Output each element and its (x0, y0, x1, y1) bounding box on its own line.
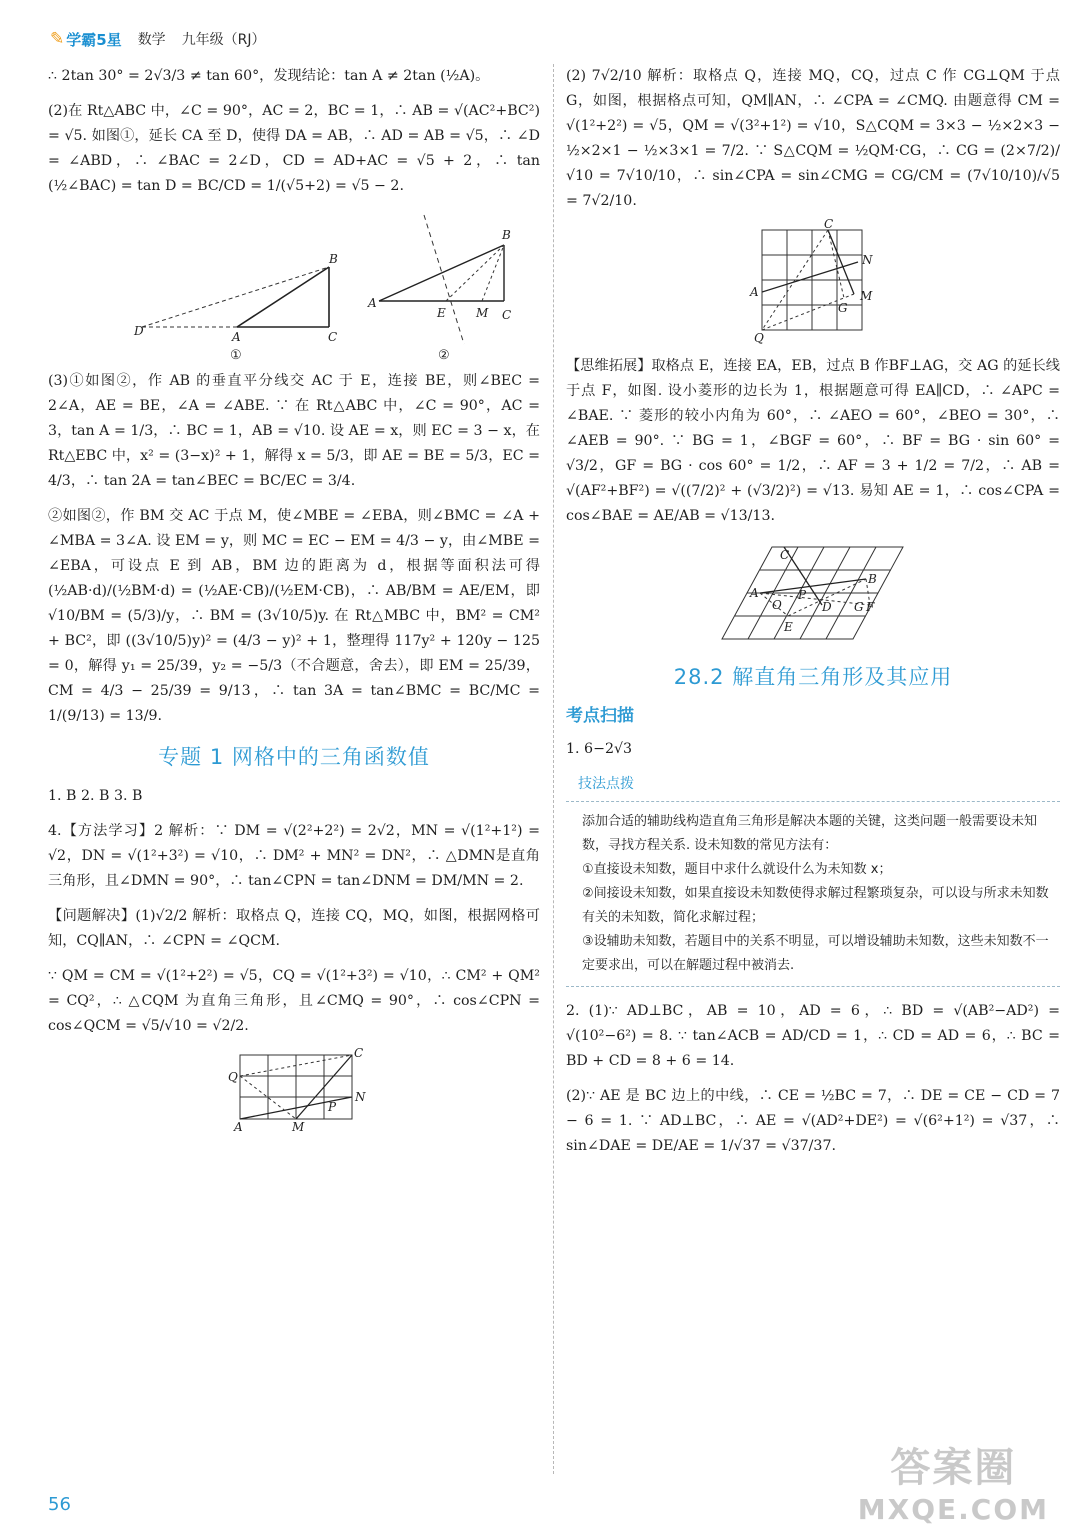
topic1-q4: 4.【方法学习】2 解析：∵ DM = √(2²+2²) = 2√2，MN = √(1²+1²) = √2，DN = √(1²+3²) = √10，∴ DM² + MN² = DN²，∴ △DMN是直角三角形，且∠DMN = 90°，∴ tan∠CPN = tan∠DNM = DM/MN = 2. (48, 823, 540, 889)
answer-q2-part2: (2)∵ AE 是 BC 边上的中线，∴ CE = ½BC = 7，∴ DE = CE − CD = 7 − 6 = 1. ∵ AD⊥BC，∴ AE = √(AD²+DE²) = √(6²+1²) = √37，∴ sin∠DAE = DE/AE = 1/√37 = √37/37. (566, 1088, 1060, 1154)
grid3-label-f: F (866, 600, 875, 614)
watermark-top: 答案圈 (890, 1445, 1017, 1491)
grid1-label-p: P (328, 1100, 337, 1114)
fig2-label-m: M (476, 306, 489, 320)
fig2-label-e: E (437, 306, 446, 320)
rhombus-grid-figure-svg (718, 539, 908, 649)
grid3-label-g: G (854, 600, 864, 614)
brand-name: 学霸5星 (66, 30, 122, 49)
brand-logo (50, 29, 122, 50)
fig2-number: ② (438, 348, 450, 363)
grid1-label-m: M (292, 1120, 305, 1134)
fig2-label-b: B (502, 228, 511, 242)
left-column (48, 64, 540, 1143)
topic1-q4-proof: ∵ QM = CM = √(1²+2²) = √5，CQ = √(1²+3²) = √10，∴ CM² + QM² = CQ²，∴ △CQM 为直角三角形，且∠CMQ = 90°，∴ cos∠CPN = cos∠QCM = √5/√10 = √2/2. (48, 968, 540, 1034)
fig1-label-b: B (329, 252, 338, 266)
paragraph-extension: 【思维拓展】取格点 E，连接 EA，EB，过点 B 作BF⊥AG，交 AG 的延长线于点 F，如图. 设小菱形的边长为 1，根据题意可得 EA∥CD，∴ ∠APC = ∠BAE. ∵ 菱形的较小内角为 60°，∴ ∠AEO = 60°，∠BEO = 30°，∴ ∠AEB = 90°. ∵ BG = 1，∠BGF = 60°，∴ BF = BG · sin 60° = √3/2，GF = BG · cos 60° = 1/2，∴ AF = 3 + 1/2 = 7/2，∴ AB = √(AF²+BF²) = √((7/2)² + (√3/2)²) = √13. 易知 AE = 1，∴ cos∠CPA = cos∠BAE = AE/AB = √13/13. (566, 358, 1060, 524)
grid1-label-q: Q (228, 1070, 238, 1084)
grid3-label-c: C (780, 548, 790, 562)
paragraph-part3-1: (3)①如图②，作 AB 的垂直平分线交 AC 于 E，连接 BE，则∠BEC = 2∠A，AE = BE，∠A = ∠ABE. ∵ 在 Rt△ABC 中，∠C = 90°，AC = 3，tan A = 1/3，∴ BC = 1，AB = √10. 设 AE = x，则 EC = 3 − x，在 Rt△EBC 中，x² = (3−x)² + 1，解得 x = 5/3，即 AE = BE = 5/3，EC = 4/3，∴ tan 2A = tan∠BEC = BC/EC = 3/4. (48, 373, 540, 489)
topic1-answers: 1. B 2. B 3. B (48, 788, 143, 804)
triangle-figures-svg (74, 209, 514, 363)
grid2-label-c: C (824, 217, 834, 231)
grid3-label-p: P (798, 588, 807, 602)
topic1-title: 专题 1 网格中的三角函数值 (158, 745, 430, 769)
paragraph-conclusion: ∴ 2tan 30° = 2√3/3 ≠ tan 60°，发现结论：tan A ≠ 2tan (½A)。 (48, 68, 490, 84)
column-divider (553, 64, 554, 1474)
grid2-label-m: M (860, 289, 873, 303)
grid3-label-d: D (822, 600, 832, 614)
grid-figure-1-svg (224, 1046, 366, 1134)
fig2-label-a: A (368, 296, 377, 310)
figure-2 (367, 215, 511, 363)
paragraph-part3-2: ②如图②，作 BM 交 AC 于点 M，使∠MBE = ∠EBA，则∠BMC = ∠A + ∠MBA = 3∠A. 设 EM = y，则 MC = EC − EM = 4/3 − y，由∠MBE = ∠EBA，可设点 E 到 AB，BM 边的距离为 d，根据等面积法可得 (½AB·d)/(½BM·d) = (½AE·CB)/(½EM·CB)，∴ AB/BM = AE/EM，即 √10/BM = (5/3)/y，∴ BM = (3√10/5)y. 在 Rt△MBC 中，BM² = CM² + BC²，即 ((3√10/5)y)² = (4/3 − y)² + 1，整理得 117y² + 120y − 125 = 0，解得 y₁ = 25/39，y₂ = −5/3（不合题意，舍去），即 EM = 25/39，CM = 4/3 − 25/39 = 9/13，∴ tan 3A = tan∠BMC = BC/MC = 1/(9/13) = 13/9. (48, 508, 540, 724)
grid1-label-a: A (234, 1120, 243, 1134)
grid2-label-n: N (862, 253, 873, 267)
tip-line-2: ②间接设未知数，如果直接设未知数使得求解过程繁琐复杂，可以设与所求未知数有关的未知数，简化求解过程； (582, 886, 1049, 925)
grid3-label-e: E (784, 620, 793, 634)
answer-q1: 1. 6−2√3 (566, 741, 633, 757)
fig1-label-c: C (328, 330, 338, 344)
grid3-label-a: A (750, 586, 759, 600)
fig2-label-c: C (502, 308, 512, 322)
fig1-number: ① (230, 348, 242, 363)
grid3-label-b: B (868, 572, 877, 586)
subject-label: 数学 (137, 32, 166, 48)
figure-1 (133, 252, 338, 363)
rhombus-grid-figure (566, 539, 1060, 649)
tip-line-1: ①直接设未知数，题目中求什么就设什么为未知数 x； (582, 862, 892, 877)
answer-q2-part1: 2. (1)∵ AD⊥BC，AB = 10，AD = 6，∴ BD = √(AB²−AD²) = √(10²−6²) = 8. ∵ tan∠ACB = AD/CD = 1，∴ CD = AD = 6，∴ BC = BD + CD = 8 + 6 = 14. (566, 1003, 1060, 1069)
tip-box (566, 801, 1060, 987)
tip-label: 技法点拨 (578, 776, 634, 792)
brand-mark-icon: ✎ (50, 29, 65, 49)
grid2-label-q: Q (754, 331, 764, 345)
watermark-bottom: MXQE.COM (857, 1493, 1049, 1526)
page-number: 56 (48, 1494, 71, 1515)
grid1-label-c: C (354, 1046, 364, 1060)
fig1-label-a: A (232, 330, 241, 344)
grid-figure-2-svg (748, 217, 878, 345)
triangle-figures (48, 209, 540, 363)
page-header (50, 26, 266, 52)
watermark (858, 1436, 1049, 1526)
grade-label: 九年级（RJ） (181, 32, 266, 48)
grid3-label-o: O (772, 598, 782, 612)
grid-figure-1 (48, 1046, 540, 1134)
section-28-2-title: 28.2 解直角三角形及其应用 (673, 665, 953, 689)
right-column (566, 64, 1060, 1169)
grid-figure-2 (566, 217, 1060, 345)
tip-line-3: ③设辅助未知数，若题目中的关系不明显，可以增设辅助未知数，这些未知数不一定要求出，可以在解题过程中被消去. (582, 934, 1049, 973)
grid1-label-n: N (355, 1090, 366, 1104)
paragraph-part2: (2)在 Rt△ABC 中，∠C = 90°，AC = 2，BC = 1，∴ AB = √(AC²+BC²) = √5. 如图①，延长 CA 至 D，使得 DA = AB，∴ AD = AB = √5，∴ ∠D = ∠ABD，∴ ∠BAC = 2∠D，CD = AD+AC = √5 + 2，∴ tan (½∠BAC) = tan D = BC/CD = 1/(√5+2) = √5 − 2. (48, 103, 540, 194)
section-subhead: 考点扫描 (566, 706, 634, 726)
grid2-label-g: G (838, 301, 848, 315)
paragraph-q4-part2: (2) 7√2/10 解析：取格点 Q，连接 MQ，CQ，过点 C 作 CG⊥QM 于点 G，如图，根据格点可知，QM∥AN，∴ ∠CPA = ∠CMQ. 由题意得 CM = √(1²+2²) = √5，QM = √(3²+1²) = √10，S△CQM = 3×3 − ½×2×3 − ½×2×1 − ½×3×1 = 7/2. ∵ S△CQM = ½QM·CG，∴ CG = (2×7/2)/√10 = 7√10/10，∴ sin∠CPA = sin∠CMG = CG/CM = (7√10/10)/√5 = 7√2/10. (566, 68, 1060, 209)
fig1-label-d: D (134, 324, 144, 338)
topic1-q4-solve: 【问题解决】(1)√2/2 解析：取格点 Q，连接 CQ，MQ，如图，根据网格可知，CQ∥AN，∴ ∠CPN = ∠QCM. (48, 908, 540, 949)
tip-line-intro: 添加合适的辅助线构造直角三角形是解决本题的关键，这类问题一般需要设未知数，寻找方程关系. 设未知数的常见方法有： (582, 814, 1038, 853)
grid2-label-a: A (750, 285, 759, 299)
